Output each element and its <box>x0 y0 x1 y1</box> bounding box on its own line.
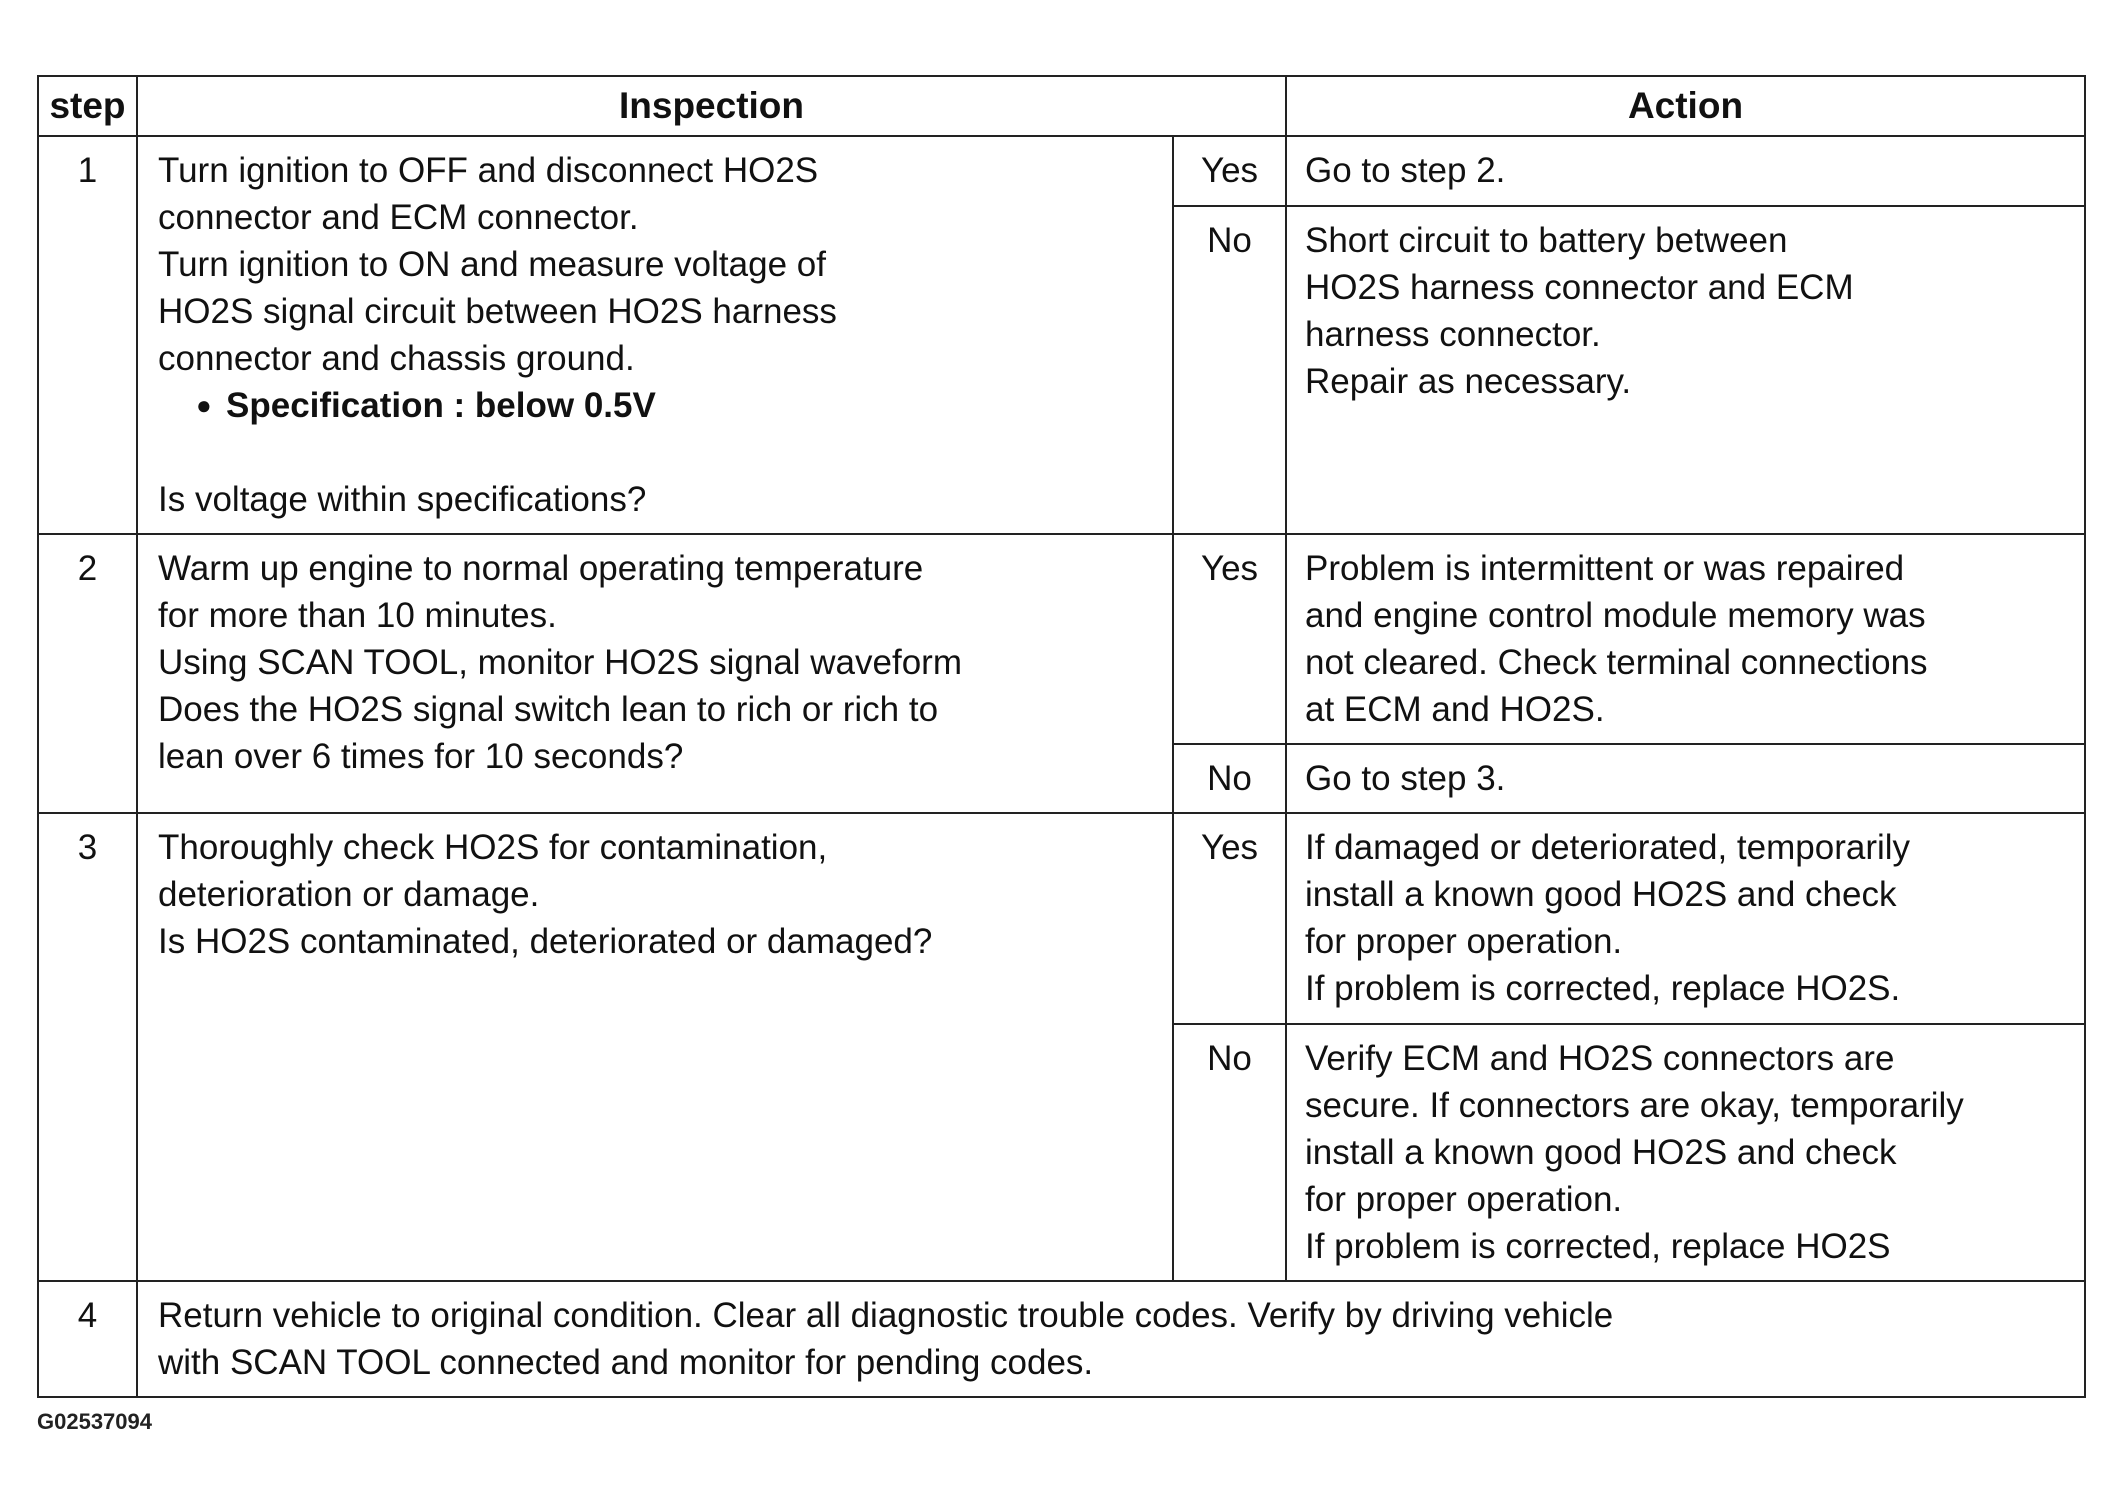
action-line: If problem is corrected, replace HO2S <box>1305 1227 1891 1266</box>
action-line: not cleared. Check terminal connections <box>1305 643 1928 682</box>
step-number: 3 <box>38 813 137 1281</box>
inspection-line: Warm up engine to normal operating temperature <box>158 549 924 588</box>
action-line: install a known good HO2S and check <box>1305 875 1897 914</box>
header-step: step <box>38 76 137 136</box>
inspection-cell <box>137 813 1173 1281</box>
step-number: 2 <box>38 534 137 813</box>
action-line: at ECM and HO2S. <box>1305 690 1605 729</box>
yes-label: Yes <box>1173 534 1286 744</box>
specification-text: Specification : below 0.5V <box>226 386 656 425</box>
inspection-cell <box>137 534 1173 813</box>
bullet-icon: ● <box>196 390 212 420</box>
no-action-cell <box>1286 206 2085 534</box>
no-label: No <box>1173 206 1286 534</box>
inspection-line: Turn ignition to OFF and disconnect HO2S <box>158 151 819 190</box>
action-line: If damaged or deteriorated, temporarily <box>1305 828 1911 867</box>
yes-action-cell <box>1286 534 2085 744</box>
inspection-line: for more than 10 minutes. <box>158 596 557 635</box>
action-line: for proper operation. <box>1305 1180 1623 1219</box>
action-line: Short circuit to battery between <box>1305 221 1788 261</box>
inspection-line: Turn ignition to ON and measure voltage of <box>158 245 826 284</box>
inspection-line: lean over 6 times for 10 seconds? <box>158 737 684 776</box>
inspection-line: Using SCAN TOOL, monitor HO2S signal waveform <box>158 643 962 682</box>
action-line: for proper operation. <box>1305 922 1623 961</box>
header-action: Action <box>1286 76 2085 136</box>
inspection-line: connector and ECM connector. <box>158 198 639 237</box>
no-label: No <box>1173 744 1286 813</box>
inspection-line: HO2S signal circuit between HO2S harness <box>158 292 837 331</box>
yes-action-cell <box>1286 813 2085 1024</box>
action-line: install a known good HO2S and check <box>1305 1133 1897 1172</box>
inspection-cell <box>137 1281 2085 1397</box>
action-line: Verify ECM and HO2S connectors are <box>1305 1039 1895 1078</box>
table-row <box>38 534 2085 744</box>
inspection-line: Return vehicle to original condition. Clear all diagnostic trouble codes. Verify by driving vehicle <box>158 1296 1614 1335</box>
action-line: Go to step 3. <box>1305 759 1506 798</box>
action-line: Problem is intermittent or was repaired <box>1305 549 1905 588</box>
step-number: 4 <box>38 1281 137 1397</box>
inspection-line: connector and chassis ground. <box>158 339 635 378</box>
yes-action-cell <box>1286 136 2085 206</box>
inspection-question: Is voltage within specifications? <box>158 480 647 519</box>
table-row <box>38 136 2085 206</box>
action-line: Go to step 2. <box>1305 151 1506 190</box>
action-line: and engine control module memory was <box>1305 596 1926 635</box>
action-line: Repair as necessary. <box>1305 362 1632 402</box>
action-line: secure. If connectors are okay, temporarily <box>1305 1086 1964 1125</box>
no-action-cell <box>1286 744 2085 813</box>
yes-label: Yes <box>1173 136 1286 206</box>
inspection-cell <box>137 136 1173 534</box>
action-line: harness connector. <box>1305 315 1601 355</box>
header-inspection: Inspection <box>137 76 1286 136</box>
inspection-line: Does the HO2S signal switch lean to rich or rich to <box>158 690 939 729</box>
no-action-cell <box>1286 1024 2085 1281</box>
action-line: If problem is corrected, replace HO2S. <box>1305 969 1901 1008</box>
specification-item <box>158 382 1152 429</box>
inspection-line: deterioration or damage. <box>158 875 540 914</box>
no-label: No <box>1173 1024 1286 1281</box>
inspection-line: with SCAN TOOL connected and monitor for pending codes. <box>158 1343 1094 1382</box>
inspection-line: Thoroughly check HO2S for contamination, <box>158 828 828 867</box>
action-line: HO2S harness connector and ECM <box>1305 268 1854 308</box>
table-row <box>38 1281 2085 1397</box>
yes-label: Yes <box>1173 813 1286 1024</box>
step-number: 1 <box>38 136 137 534</box>
header-row <box>38 76 2085 136</box>
inspection-line: Is HO2S contaminated, deteriorated or damaged? <box>158 922 933 961</box>
diagnostic-table <box>37 75 2086 1398</box>
table-row <box>38 813 2085 1024</box>
figure-id: G02537094 <box>37 1409 152 1434</box>
